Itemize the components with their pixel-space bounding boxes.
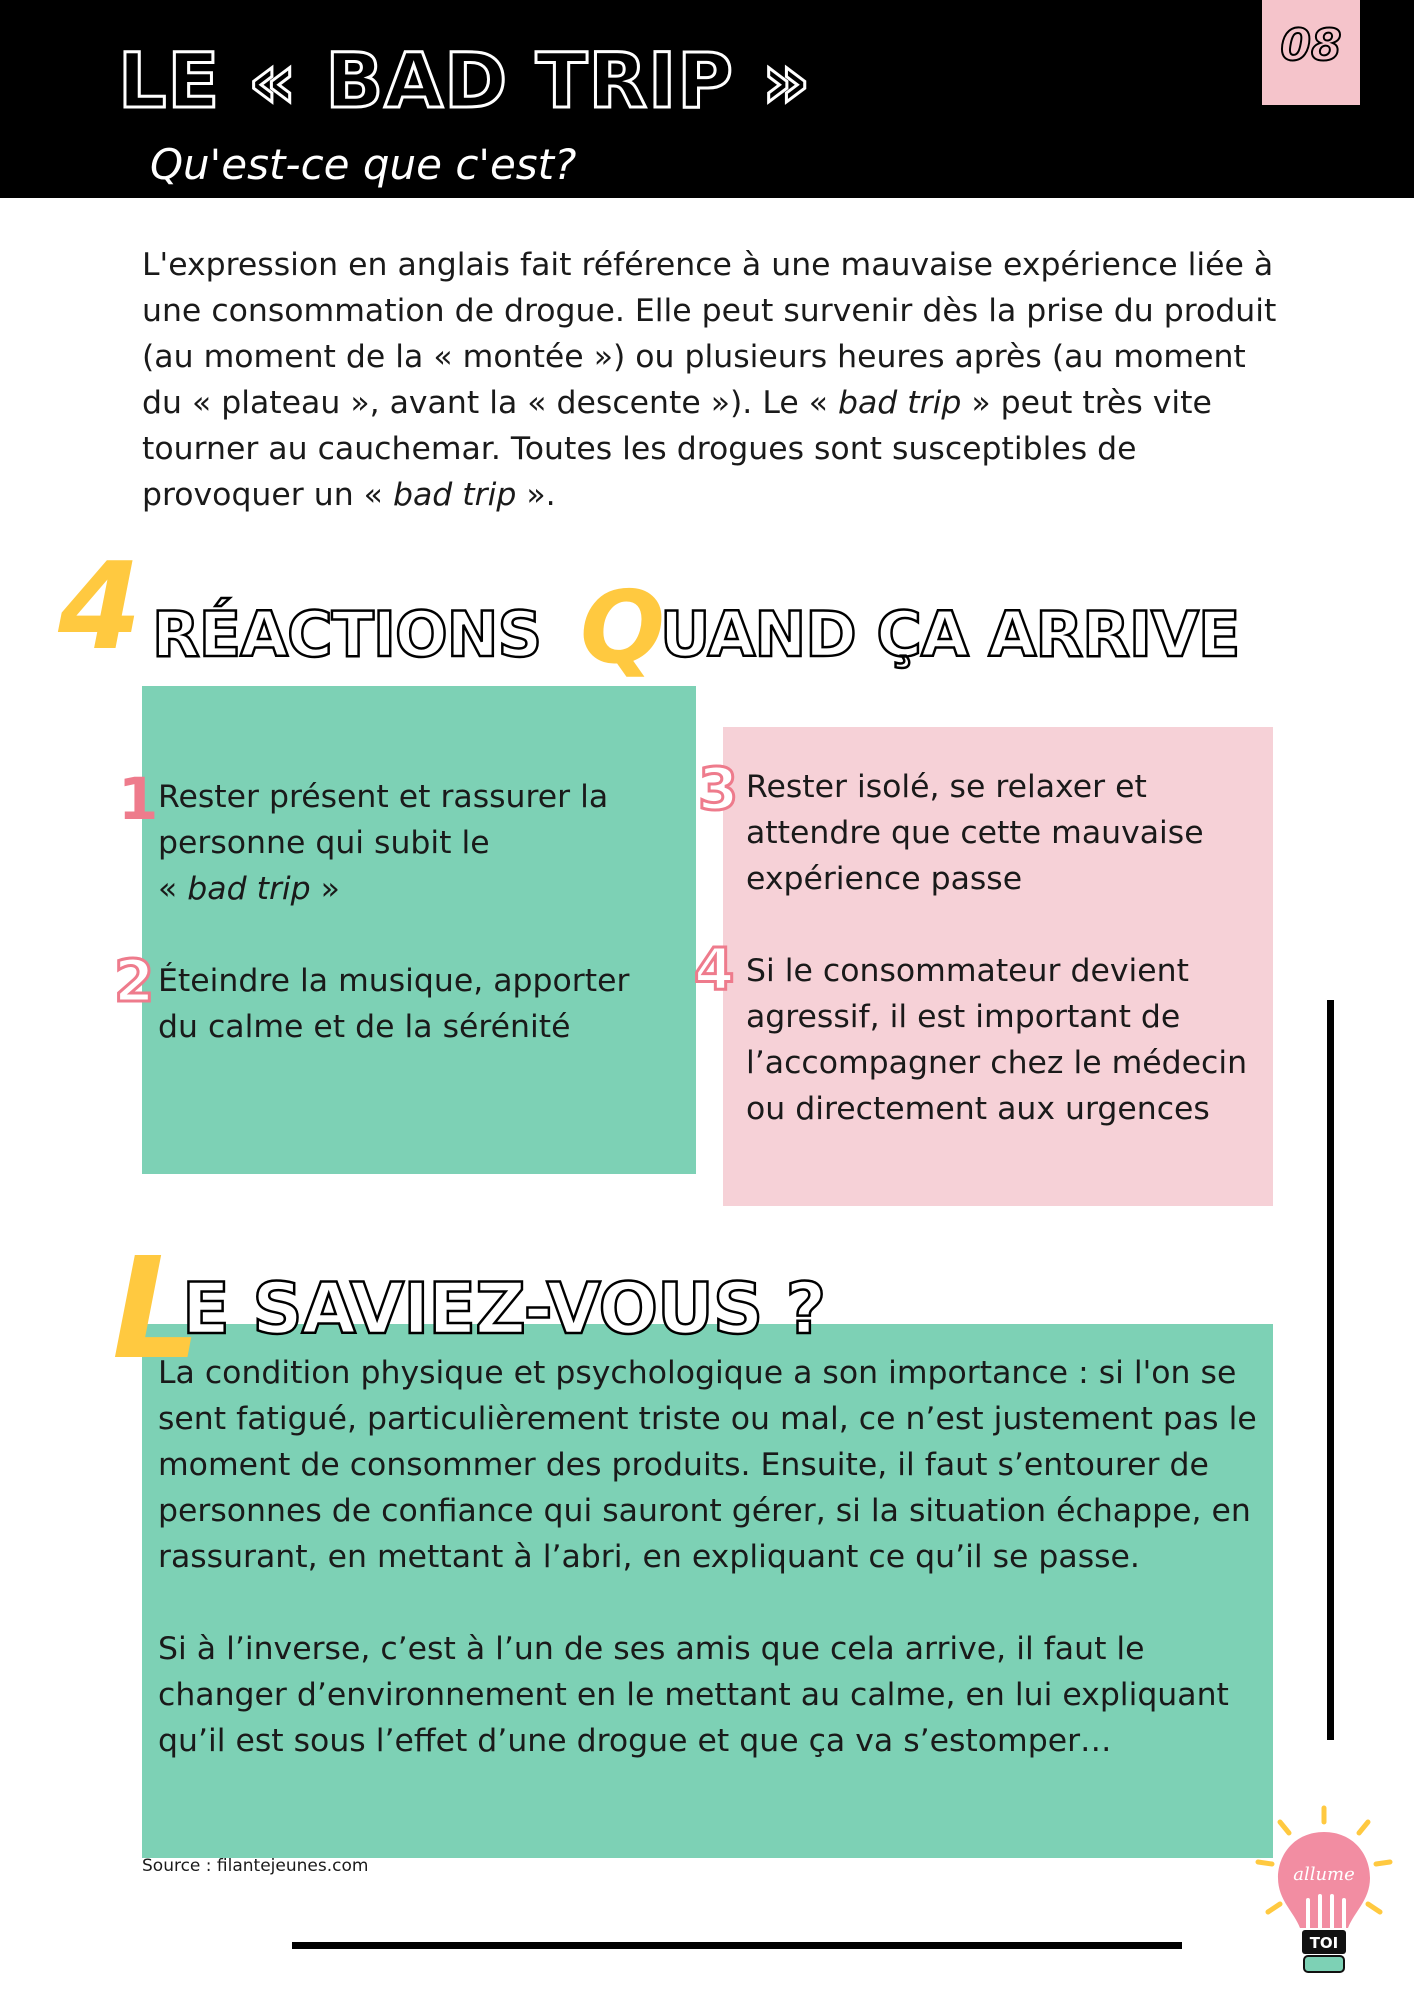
intro-paragraph: L'expression en anglais fait référence à une mauvaise expérience liée à une consommation de drogue. Elle peut survenir dès la prise du produit (au moment de la « montée ») ou plusieurs heures après (au moment du « plateau », avant la « descente »). Le « bad trip » peut très vite tourner au cauchemar. Toutes les drogues sont susceptibles de provoquer un « bad trip ». [142, 247, 1277, 513]
horizontal-divider [292, 1942, 1182, 1949]
reaction-number-4: 4 [694, 935, 735, 1003]
reaction-number-2: 2 [114, 947, 155, 1015]
vertical-divider [1327, 1000, 1334, 1740]
reaction-text-1: Rester présent et rassurer la personne qui subit le « bad trip » [158, 779, 609, 907]
reaction-text-2: Éteindre la musique, apporter du calme et de la sérénité [158, 963, 630, 1045]
allume-toi-logo [1250, 1800, 1400, 1990]
page-subtitle: Qu'est-ce que c'est? [150, 140, 577, 189]
did-you-know-paragraph-1: La condition physique et psychologique a son importance : si l'on se sent fatigué, particulièrement triste ou mal, ce n’est justement pas le moment de consommer des produits. Ensuite, il faut s’entourer de personnes de confiance qui sauront gérer, si la situation échappe, en rassurant, en mettant à l’abri, en expliquant ce qu’il se passe. [158, 1355, 1257, 1575]
reaction-number-3: 3 [698, 755, 739, 823]
did-you-know-heading: E SAVIEZ-VOUS ? [182, 1268, 826, 1350]
svg-text:allume: allume [1293, 1864, 1355, 1885]
page-number: 08 [1280, 20, 1342, 71]
section-heading-number: 4 [58, 538, 142, 677]
did-you-know-letter: L [112, 1228, 202, 1391]
lightbulb-icon [1250, 1800, 1400, 1990]
did-you-know-text [158, 1350, 1268, 1764]
section-heading-word: RÉACTIONS [152, 598, 542, 671]
reaction-text-4: Si le consommateur devient agressif, il est important de l’accompagner chez le médecin ou directement aux urgences [746, 953, 1248, 1127]
reaction-text-3: Rester isolé, se relaxer et attendre que cette mauvaise expérience passe [746, 769, 1204, 897]
section-heading-q: Q [580, 569, 666, 686]
did-you-know-paragraph-2: Si à l’inverse, c’est à l’un de ses amis que cela arrive, il faut le changer d’environnement en le mettant au calme, en lui expliquant qu’il est sous l’effet d’une drogue et que ça va s’estomper… [158, 1631, 1229, 1759]
section-heading-rest: UAND ÇA ARRIVE [660, 598, 1240, 671]
reaction-number-1: 1 [118, 765, 159, 833]
source-credit: Source : filantejeunes.com [142, 1856, 369, 1876]
svg-text:TOI: TOI [1309, 1934, 1339, 1952]
page-title: LE « BAD TRIP » [118, 36, 812, 125]
reactions-box-left [142, 686, 696, 1174]
